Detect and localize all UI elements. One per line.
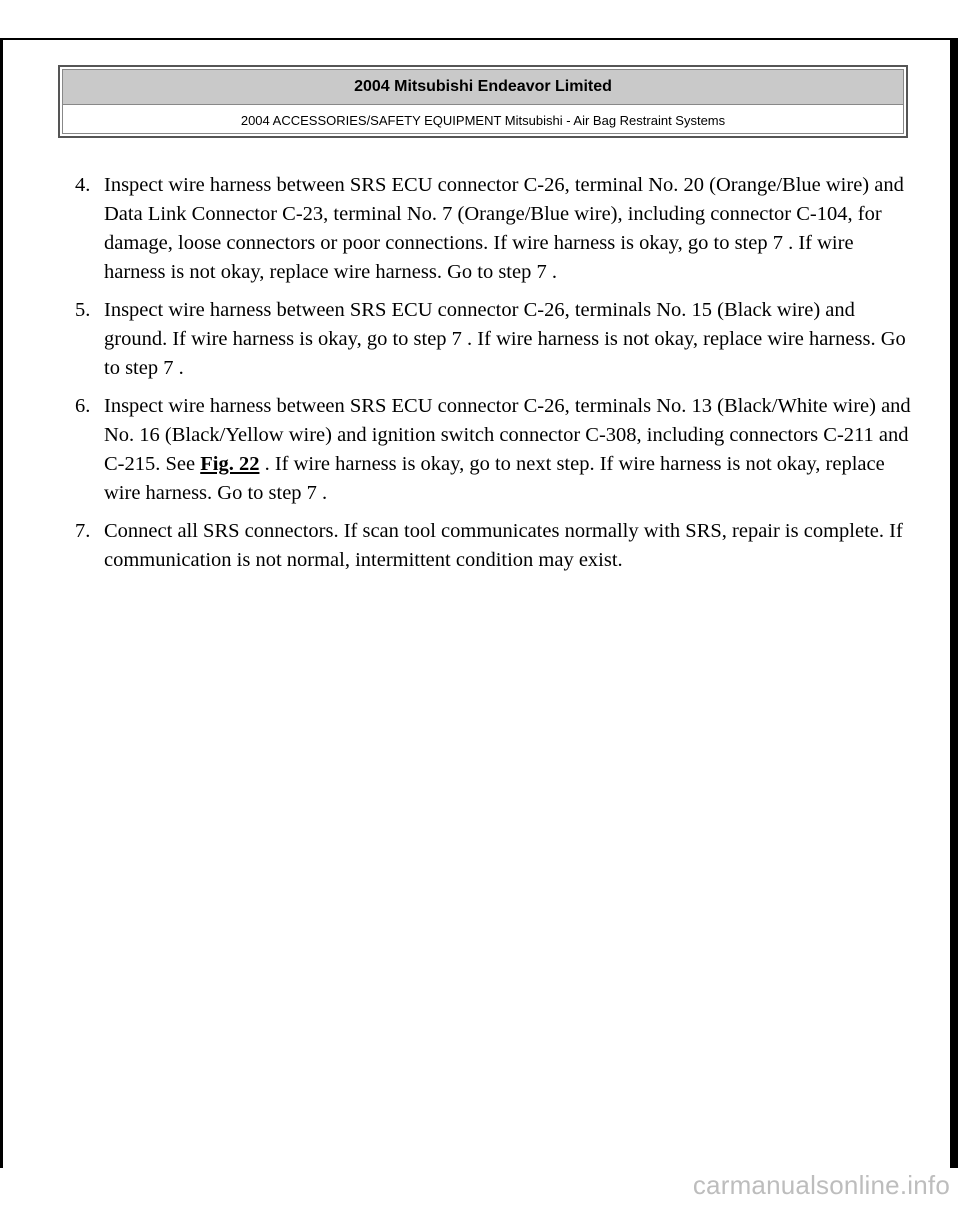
step-text bbox=[104, 392, 915, 508]
step-5 bbox=[75, 296, 915, 383]
procedure-steps bbox=[75, 171, 915, 584]
step-4 bbox=[75, 171, 915, 287]
step-text-before: Inspect wire harness between SRS ECU connector C-26, terminals No. 13 (Black/White wire) and No. 16 (Black/Yellow wire) and ignition switch connector C-308, including connectors C-211 and C-215. See bbox=[104, 395, 911, 475]
step-text: Inspect wire harness between SRS ECU connector C-26, terminals No. 15 (Black wire) and ground. If wire harness is okay, go to step 7 . If wire harness is not okay, replace wire harness. Go to step 7 . bbox=[104, 299, 906, 379]
page-frame-top bbox=[0, 38, 958, 40]
step-number: 4. bbox=[75, 174, 91, 196]
page-frame-left bbox=[0, 38, 3, 1168]
step-number: 7. bbox=[75, 520, 91, 542]
step-6 bbox=[75, 392, 915, 508]
step-number: 5. bbox=[75, 299, 91, 321]
header-subtitle: 2004 ACCESSORIES/SAFETY EQUIPMENT Mitsubishi - Air Bag Restraint Systems bbox=[240, 113, 726, 128]
step-7 bbox=[75, 517, 915, 575]
step-text-after: . If wire harness is okay, go to next step. If wire harness is not okay, replace wire harness. Go to step 7 . bbox=[104, 453, 885, 504]
watermark: carmanualsonline.info bbox=[692, 1170, 950, 1200]
step-text: Connect all SRS connectors. If scan tool communicates normally with SRS, repair is complete. If communication is not normal, intermittent condition may exist. bbox=[104, 520, 903, 571]
page-frame-right bbox=[950, 38, 958, 1168]
fig-22-link[interactable]: Fig. 22 bbox=[200, 453, 260, 475]
header-inner bbox=[62, 69, 904, 134]
document-header bbox=[58, 65, 908, 138]
step-number: 6. bbox=[75, 395, 91, 417]
step-text: Inspect wire harness between SRS ECU connector C-26, terminal No. 20 (Orange/Blue wire) and Data Link Connector C-23, terminal No. 7 (Orange/Blue wire), including connector C-104, for damage, loose connectors or poor connections. If wire harness is okay, go to step 7 . If wire harness is not okay, replace wire harness. Go to step 7 . bbox=[104, 174, 904, 283]
header-title: 2004 Mitsubishi Endeavor Limited bbox=[63, 70, 903, 105]
